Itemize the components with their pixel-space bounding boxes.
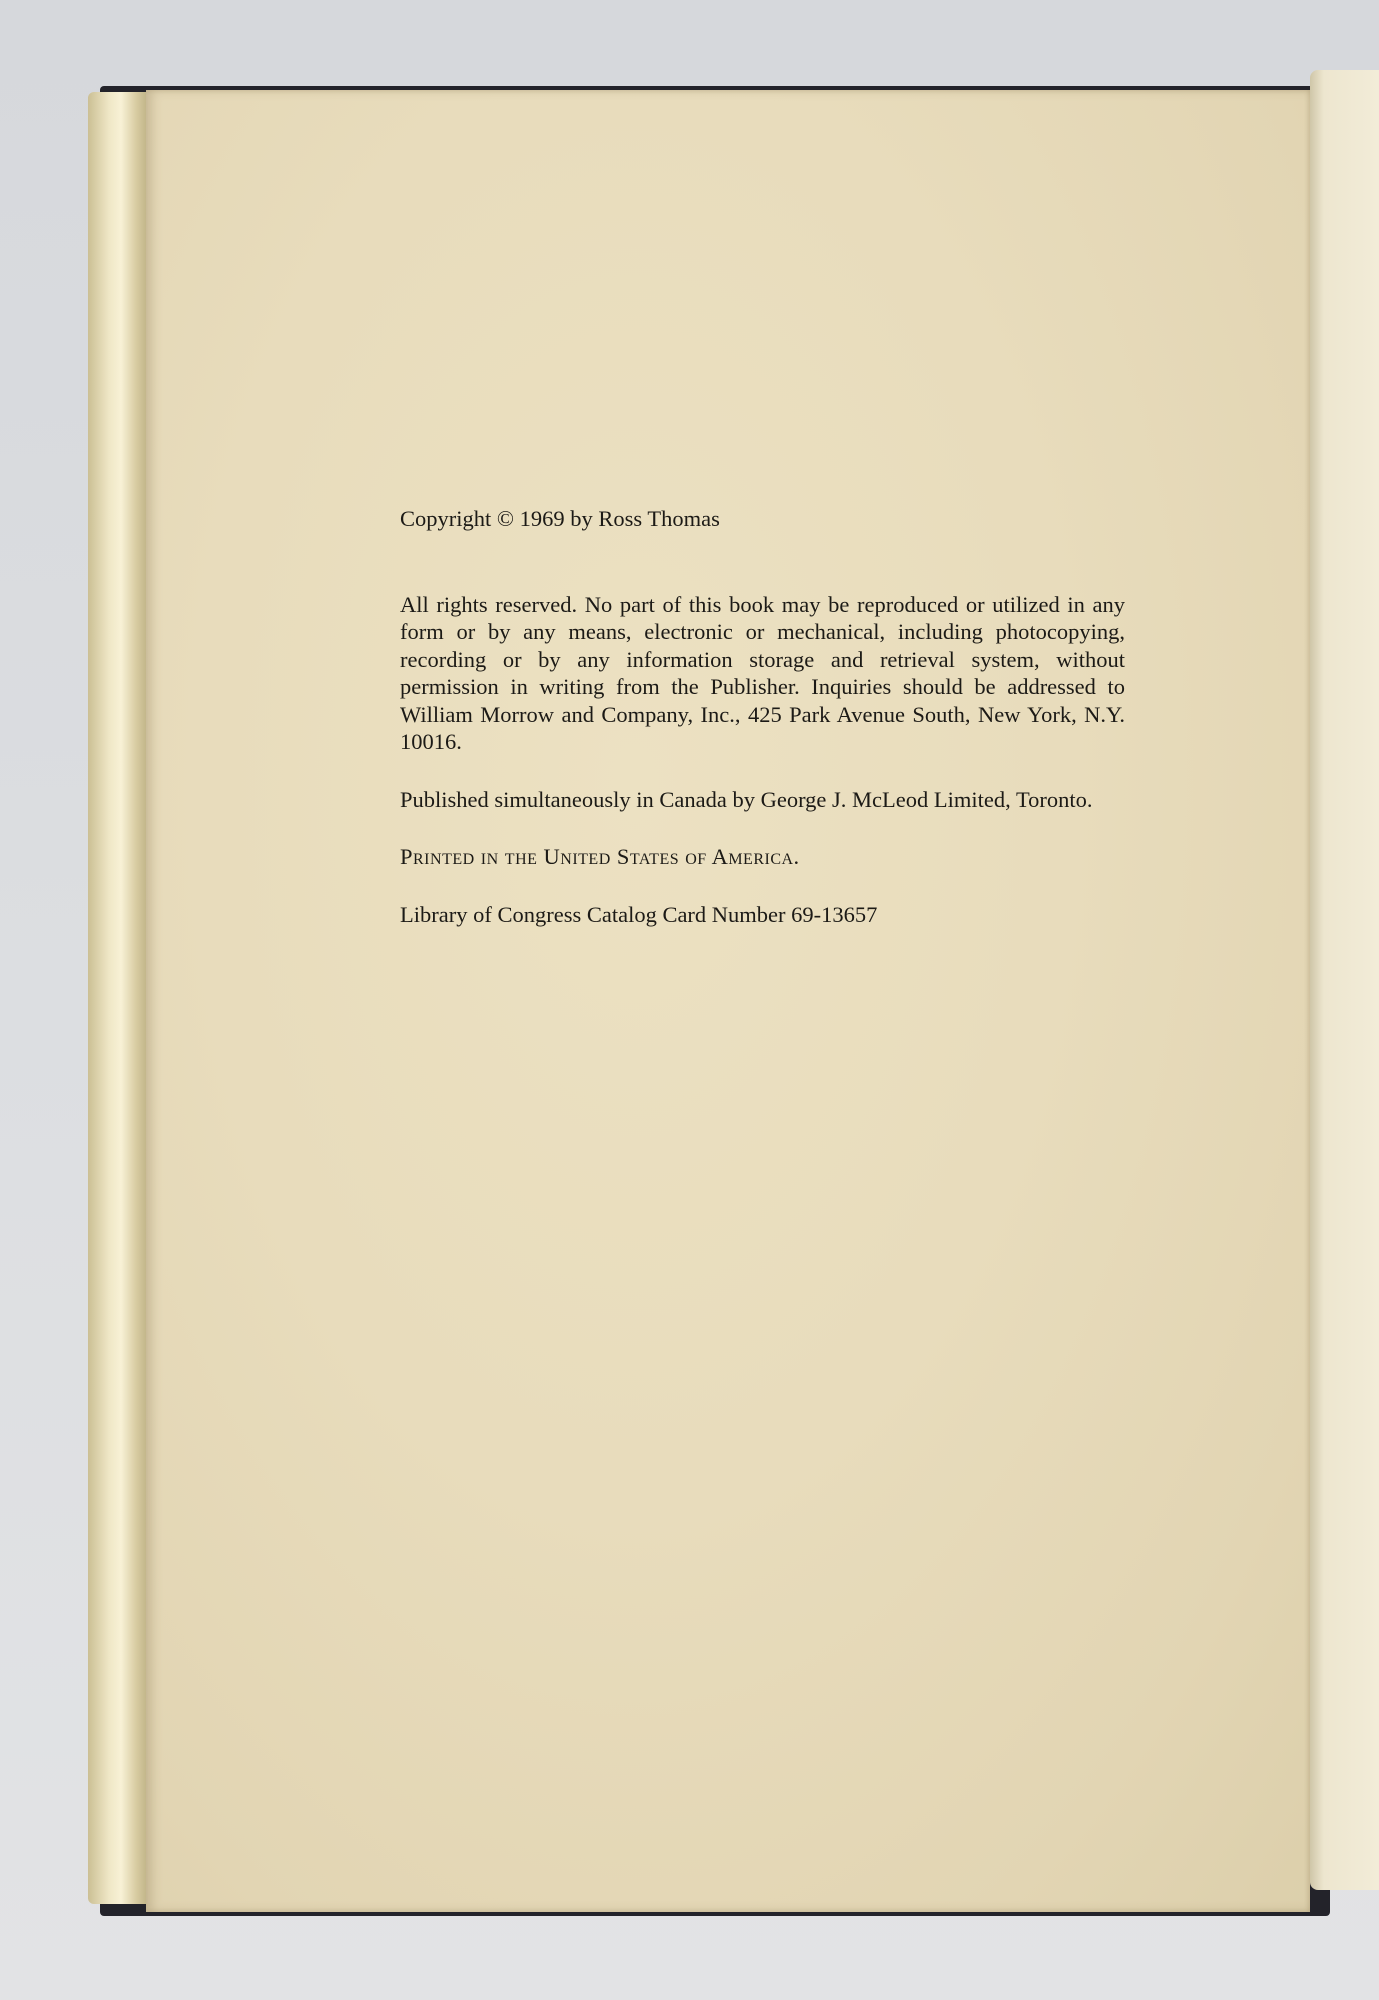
canada-paragraph: Published simultaneously in Canada by George J. McLeod Limited, Toronto. bbox=[400, 786, 1093, 812]
copyright-line: Copyright © 1969 by Ross Thomas bbox=[400, 506, 720, 531]
endpaper-fold bbox=[88, 92, 148, 1904]
rights-paragraph: All rights reserved. No part of this book may be reproduced or utilized in any form or by any means, electronic or mechanical, including photocopying, recording or by any information storage and retrieval system, without permission in writing from the Publisher. Inquiries should be addressed to William Morrow and Company, Inc., 425 Park Avenue South, New York, N.Y. 10016. bbox=[400, 591, 1125, 754]
copyright-text-block bbox=[400, 505, 1125, 928]
lccn-line: Library of Congress Catalog Card Number 69-13657 bbox=[400, 901, 878, 927]
facing-page-edge bbox=[1310, 70, 1379, 1890]
printed-in-line: Printed in the United States of America. bbox=[400, 844, 800, 869]
copyright-page bbox=[146, 90, 1310, 1912]
